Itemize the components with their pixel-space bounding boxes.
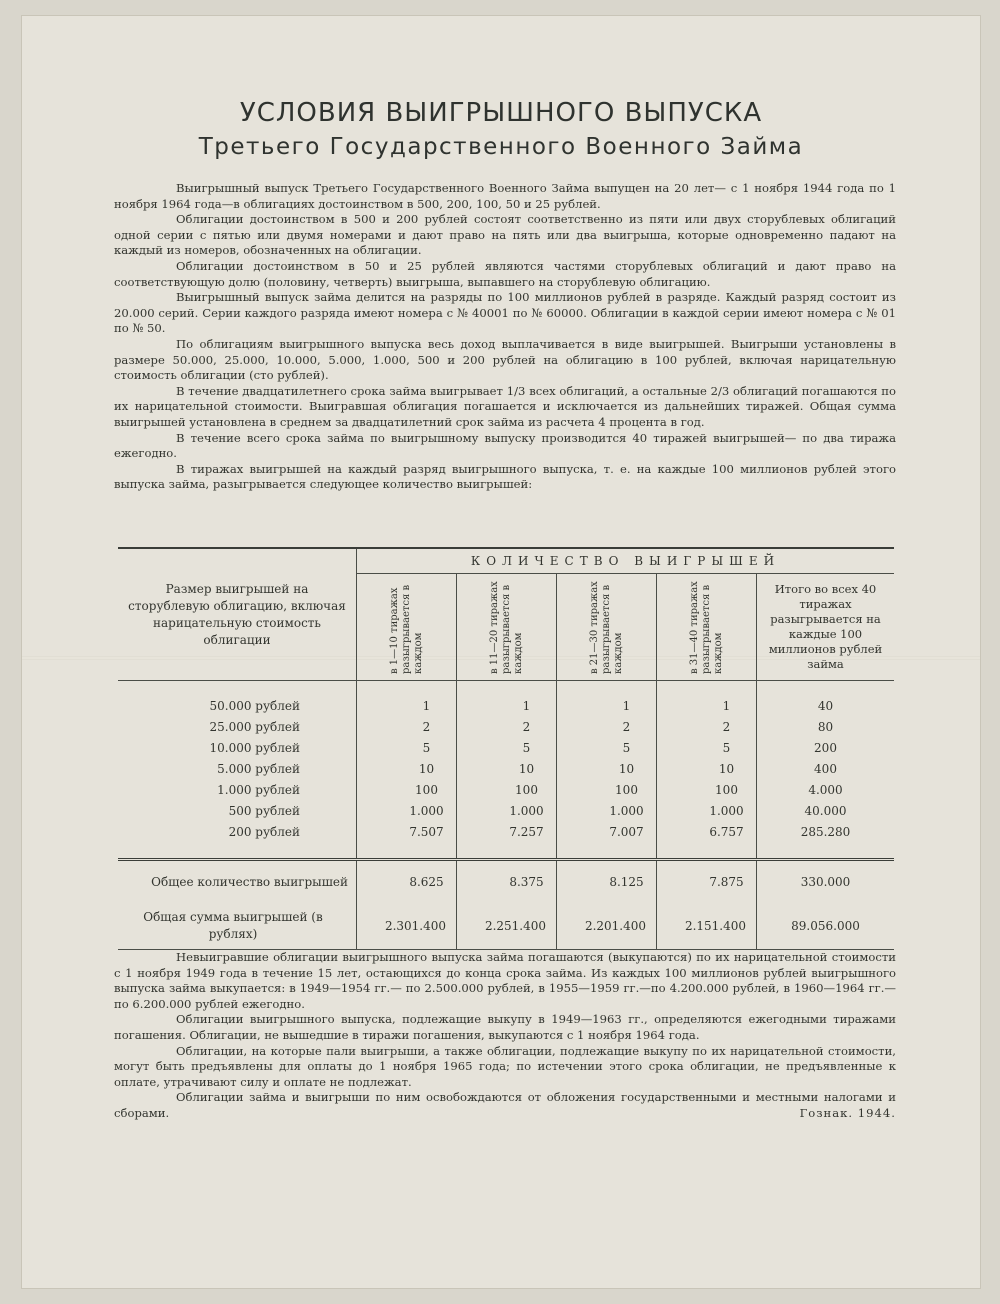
paragraph: Облигации достоинством в 500 и 200 рублей состоят соответственно из пяти или двух сторублевых облигаций одной серии с пятью или двумя номерами и дают право на пять или два выигрыша, которые одновременно падают на каждый из номеров, обозначенных на облигации.: [114, 212, 896, 258]
intro-text: [114, 181, 896, 493]
table-row: 50.000 рублей 1 1 1 1 40: [118, 681, 894, 717]
table-row: 25.000 рублей 2 2 2 2 80: [118, 716, 894, 737]
paragraph: В тиражах выигрышей на каждый разряд выигрышного выпуска, т. е. на каждые 100 миллионов рублей этого выпуска займа, разыгрывается следующее количество выигрышей:: [114, 461, 896, 492]
paragraph: Облигации, на которые пали выигрыши, а также облигации, подлежащие выкупу по их нарицательной стоимости, могут быть предъявлены для оплаты до 1 ноября 1965 года; по истечении этого срока облигации, не предъявленные к оплате, утрачивают силу и оплате не подлежат.: [114, 1043, 896, 1089]
document-sheet: [22, 16, 980, 1288]
wins-count-header: КОЛИЧЕСТВО ВЫИГРЫШЕЙ: [357, 549, 895, 574]
paragraph: Выигрышный выпуск займа делится на разряды по 100 миллионов рублей в разряде. Каждый разряд состоит из 20.000 серий. Серии каждого разряда имеют номера с № 40001 по № 60000. Облигации в каждой серии имеют номера с № 01 по № 50.: [114, 290, 896, 336]
total-amount-row: Общая сумма выигрышей (в рублях) 2.301.400 2.251.400 2.201.400 2.151.400 89.056.000: [118, 903, 894, 950]
paragraph: По облигациям выигрышного выпуска весь доход выплачивается в виде выигрышей. Выигрыши установлены в размере 50.000, 25.000, 10.000, 5.000, 1.000, 500 и 200 рублей на облигацию в 100 рублей, включая нарицательную стоимость облигации (сто рублей).: [114, 336, 896, 383]
total-column-header: Итого во всех 40 тиражах разыгрывается на каждые 100 миллионов рублей займа: [757, 574, 895, 681]
table-row: 1.000 рублей 100 100 100 100 4.000: [118, 779, 894, 800]
document-subtitle: Третьего Государственного Военного Займа: [198, 134, 804, 160]
draws-column-header: в 21—30 тиражах разыгрывается в каждом: [557, 574, 657, 681]
table-row: 10.000 рублей 5 5 5 5 200: [118, 737, 894, 758]
paragraph: Облигации достоинством в 50 и 25 рублей являются частями сторублевых облигаций и дают право на соответствующую долю (половину, четверть) выигрыша, выпавшего на сторублевую облигацию.: [114, 258, 896, 289]
total-count-row: Общее количество выигрышей 8.625 8.375 8.125 7.875 330.000: [118, 861, 894, 903]
winnings-table: [118, 547, 894, 950]
tax-exemption-text: Облигации займа и выигрыши по ним освобождаются от обложения государственными и местными налогами и сборами.: [114, 1090, 896, 1120]
paragraph: В течение всего срока займа по выигрышному выпуску производится 40 тиражей выигрышей— по два тиража ежегодно.: [114, 430, 896, 461]
table-row: 200 рублей 7.507 7.257 7.007 6.757 285.280: [118, 821, 894, 860]
table-row: 5.000 рублей 10 10 10 10 400: [118, 758, 894, 779]
closing-text: [114, 950, 896, 1122]
draws-column-header: в 11—20 тиражах разыгрывается в каждом: [457, 574, 557, 681]
paragraph: Выигрышный выпуск Третьего Государственного Военного Займа выпущен на 20 лет— с 1 ноября 1944 года по 1 ноября 1964 года—в облигациях достоинством в 500, 200, 100, 50 и 25 рублей.: [114, 181, 896, 211]
paragraph: Облигации выигрышного выпуска, подлежащие выкупу в 1949—1963 гг., определяются ежегодными тиражами погашения. Облигации, не вышедшие в тиражи погашения, выкупаются с 1 ноября 1964 года.: [114, 1012, 896, 1042]
paragraph: В течение двадцатилетнего срока займа выигрывает 1/3 всех облигаций, а остальные 2/3 облигаций погашаются по их нарицательной стоимости. Выигравшая облигация погашается и исключается из дальнейших тиражей. Общая сумма выигрышей установлена в среднем за двадцатилетний срок займа из расчета 4 процента в год.: [114, 383, 896, 429]
draws-column-header: в 1—10 тиражах разыгрывается в каждом: [357, 574, 457, 681]
prize-size-header: Размер выигрышей на сторублевую облигацию, включая нарицательную стоимость облигации: [118, 549, 357, 681]
document-title: УСЛОВИЯ ВЫИГРЫШНОГО ВЫПУСКА: [239, 98, 763, 128]
draws-column-header: в 31—40 тиражах разыгрывается в каждом: [657, 574, 757, 681]
paragraph: Невыигравшие облигации выигрышного выпуска займа погашаются (выкупаются) по их нарицательной стоимости с 1 ноября 1949 года в течение 15 лет, остающихся до конца срока займа. Из каждых 100 миллионов рублей выигрышного выпуска займа выкупается: в 1949—1954 гг.— по 2.500.000 рублей, в 1955—1959 гг.—по 4.200.000 рублей, в 1960—1964 гг.—по 6.200.000 рублей ежегодно.: [114, 950, 896, 1011]
imprint: Гознак. 1944.: [799, 1105, 896, 1120]
paragraph: [114, 1090, 896, 1121]
table-row: 500 рублей 1.000 1.000 1.000 1.000 40.000: [118, 800, 894, 821]
